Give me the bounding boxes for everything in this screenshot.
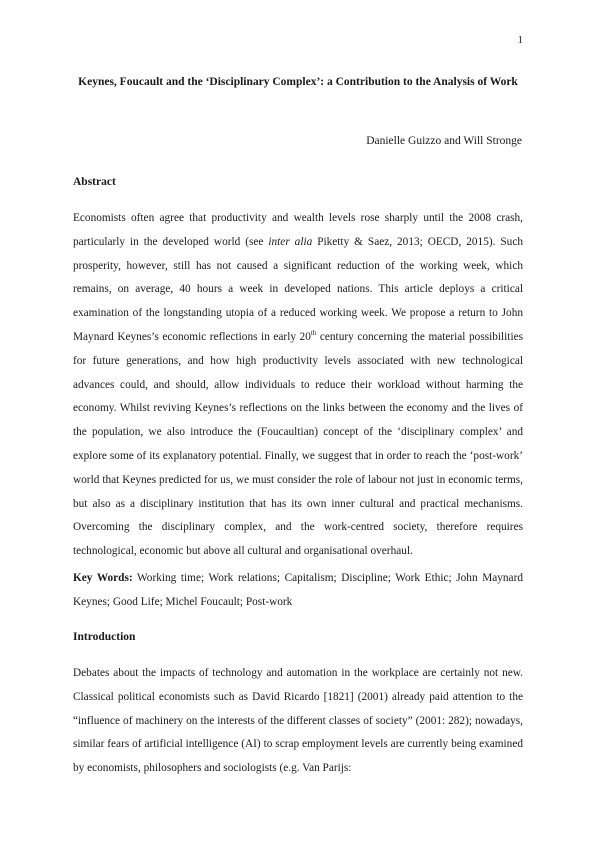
abstract-superscript: th <box>310 329 317 338</box>
abstract-italic: inter alia <box>268 235 313 248</box>
abstract-heading: Abstract <box>73 176 116 188</box>
introduction-text: Debates about the impacts of technology and automation in the workplace are certainly not new. Classical political economists such as David Ricardo [1821] (2001) already paid attention to the “influence of machinery on the interests of the different classes of society” (2001: 282); nowadays, similar fears of artificial intelligence (AI) to scrap employment levels are currently being examined by economists, philosophers and sociologists (e.g. Van Parijs: <box>73 667 523 775</box>
authors: Danielle Guizzo and Will Stronge <box>366 135 522 147</box>
page-number: 1 <box>517 34 523 46</box>
keywords-label: Key Words: <box>73 572 133 584</box>
introduction-heading: Introduction <box>73 631 136 643</box>
abstract-text-part-2: Piketty & Saez, 2013; OECD, 2015). Such prosperity, however, still has not caused a significant reduction of the working week, which remains, on average, 40 hours a week in developed nations. This article deploys a critical examination of the longstanding utopia of a reduced working week. We propose a return to John Maynard Keynes’s economic reflections in early 20 <box>73 235 523 343</box>
keywords <box>73 567 523 615</box>
keywords-text: Working time; Work relations; Capitalism; Discipline; Work Ethic; John Maynard Keynes; Good Life; Michel Foucault; Post-work <box>73 572 523 608</box>
abstract-text-part-3: century concerning the material possibilities for future generations, and how high productivity levels associated with new technological advances could, and should, allow individuals to reduce their workload without harming the economy. Whilst reviving Keynes’s reflections on the links between the economy and the lives of the population, we also introduce the (Foucaultian) concept of the ‘disciplinary complex’ and explore some of its explanatory potential. Finally, we suggest that in order to reach the ‘post-work’ world that Keynes predicted for us, we must consider the role of labour not just in economic terms, but also as a disciplinary institution that has its own inner cultural and practical mechanisms. Overcoming the disciplinary complex, and the work-centred society, therefore requires technological, economic but above all cultural and organisational overhaul. <box>73 330 523 558</box>
paper-title: Keynes, Foucault and the ‘Disciplinary Complex’: a Contribution to the Analysis of Work <box>78 76 518 88</box>
abstract-text-part-1: Economists often agree that productivity and wealth levels rose sharply until the 2008 crash, particularly in the developed world (see <box>73 212 523 248</box>
abstract-text <box>73 207 523 564</box>
